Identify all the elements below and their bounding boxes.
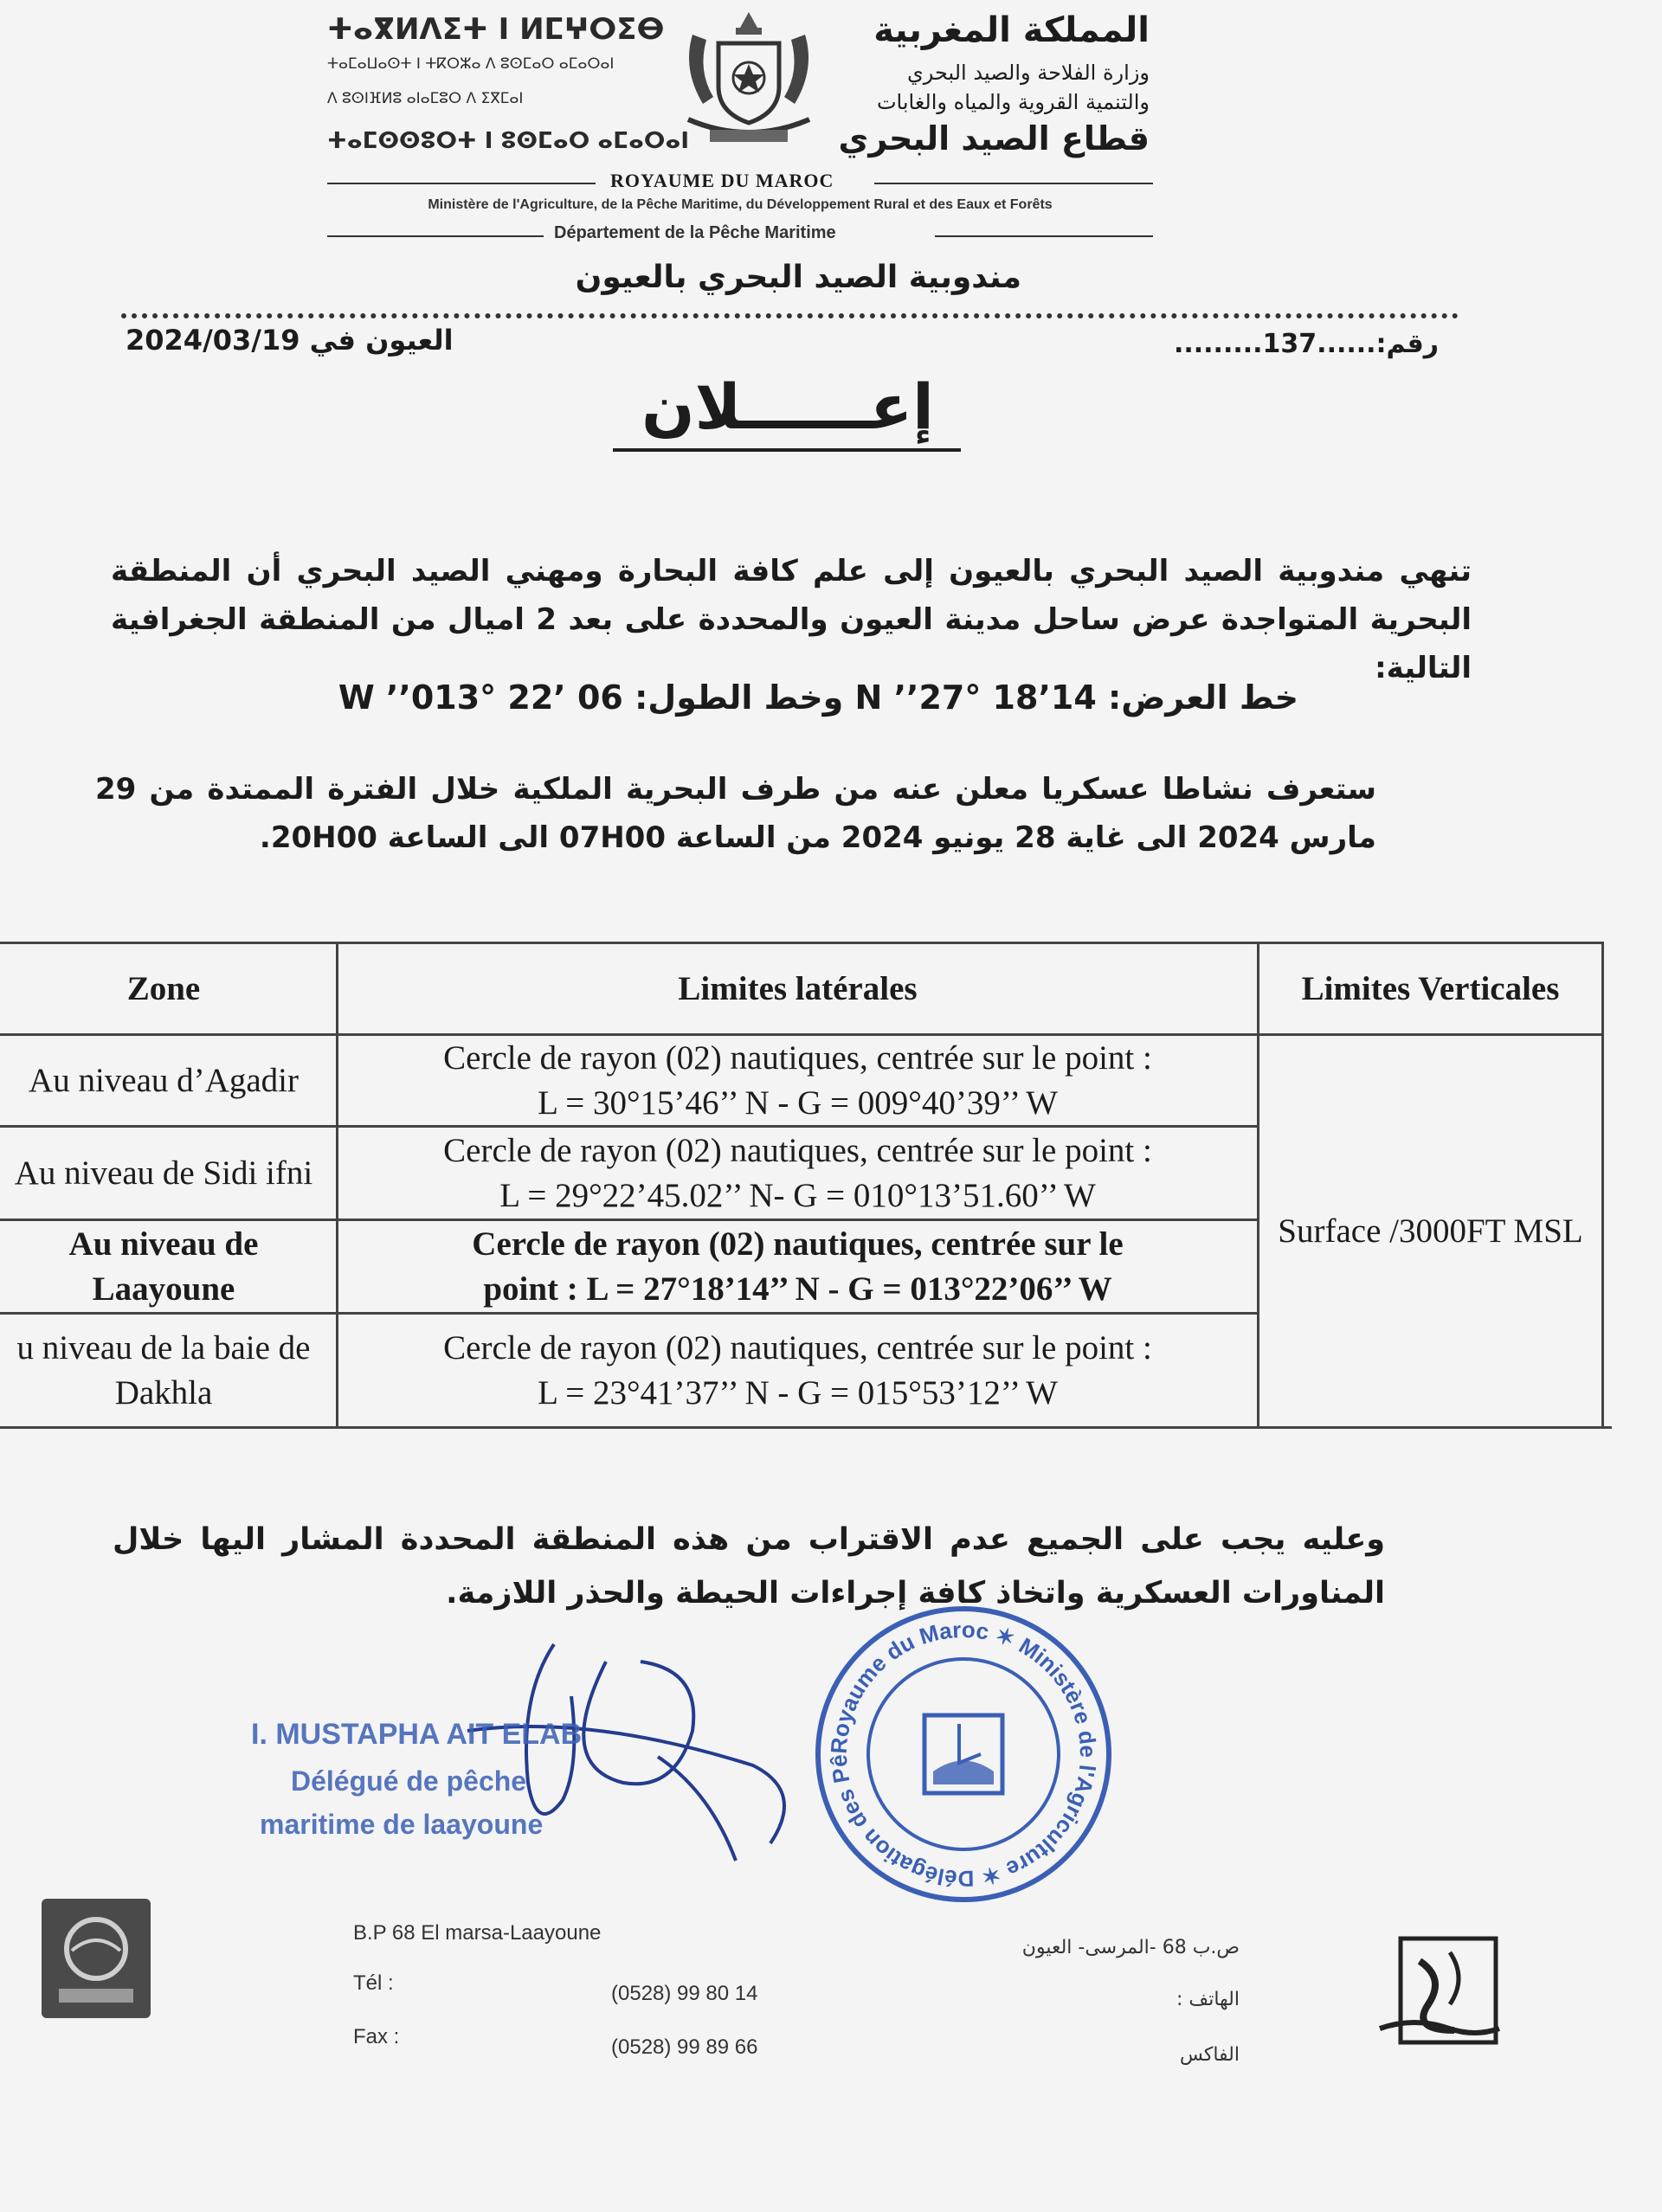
closing-paragraph: وعليه يجب على الجميع عدم الاقتراب من هذه المنطقة المحددة المشار اليها خلال المناورات العسكرية واتخاذ كافة إجراءات الحيطة والحذر اللازمة. [113,1522,1385,1611]
zone-dakhla: u niveau de la baie de Dakhla [16,1328,311,1411]
tifinagh-ministry-line1: ⵜⴰⵎⴰⵡⴰⵙⵜ ⵏ ⵜⴽⵔⵣⴰ ⴷ ⵓⵙⵎⴰⵔ ⴰⵎⴰⵔⴰⵏ [327,55,615,73]
footer-address-fr: B.P 68 El marsa-Laayoune [353,1921,602,1945]
official-stamp-icon [812,1603,1115,1906]
header-zone: Zone [126,970,201,1007]
zones-table [0,942,1620,1431]
vertical-limits-value: Surface /3000FT MSL [1278,1212,1583,1250]
footer-tel-label-ar: الهاتف : [1176,1989,1240,2010]
coat-of-arms-icon [675,9,822,147]
delegation-name: مندوبية الصيد البحري بالعيون [575,260,1021,295]
ministere-text: Ministère de l'Agriculture, de la Pêche Maritime, du Développement Rural et des Eaux et Forêts [428,197,1053,212]
header-vertical-limits: Limites Verticales [1301,970,1560,1007]
footer-tel: (0528) 99 80 14 [611,1982,758,2005]
dept-rule-left [327,235,544,237]
header-rule-left [327,183,596,184]
title-underline [613,448,961,452]
footer-fax-label: Fax : [353,2025,400,2048]
announcement-title: إعــــــلان [641,370,934,443]
dept-rule-right [935,235,1153,237]
tifinagh-kingdom: ⵜⴰⴳⵍⴷⵉⵜ ⵏ ⵍⵎⵖⵔⵉⴱ [327,12,665,47]
royaume-du-maroc: ROYAUME DU MAROC [610,170,834,191]
signatory-role-line1: Délégué de pêche [291,1765,527,1797]
halieutis-logo-icon [42,1899,151,2018]
header-rule-right [874,183,1153,184]
arabic-kingdom: المملكة المغربية [873,10,1150,50]
limits-dakhla: Cercle de rayon (02) nautiques, centrée sur le point : L = 23°41’37’’ N - G = 015°53’12’’ W [443,1328,1152,1411]
footer-tel-label: Tél : [353,1971,394,1995]
limits-sidi-ifni: Cercle de rayon (02) nautiques, centrée sur le point : L = 29°22’45.02’’ N- G = 010°13’51.60’’ W [443,1131,1152,1214]
footer-fax-label-ar: الفاكس [1179,2044,1240,2066]
header-lateral-limits: Limites latérales [678,970,918,1007]
coordinates-line: خط العرض: N ’’27° 18’14 وخط الطول: W ’’013° 22’ 06 [338,678,1298,717]
zone-laayoune: Au niveau de Laayoune [68,1225,259,1308]
zone-sidi-ifni: Au niveau de Sidi ifni [14,1154,313,1192]
footer-fax: (0528) 99 89 66 [611,2035,758,2059]
footer-address-ar: ص.ب 68 -المرسى- العيون [1021,1937,1240,1958]
period-paragraph: ستعرف نشاطا عسكريا معلن عنه من طرف البحرية الملكية خلال الفترة الممتدة من 29 مارس 2024 الى غاية 28 يونيو 2024 من الساعة 07H00 الى الساعة 20H00. [95,772,1376,855]
dotted-separator [121,313,1459,318]
tifinagh-ministry-line2: ⴷ ⵓⵙⵏⴼⵍⵓ ⴰⵏⴰⵎⵓⵔ ⴷ ⵉⴳⵎⴰⵏ [327,90,524,107]
limits-agadir: Cercle de rayon (02) nautiques, centrée sur le point : L = 30°15’46’’ N - G = 009°40’39’’ W [443,1038,1152,1122]
tifinagh-department: ⵜⴰⵎⵙⵙⵓⵔⵜ ⵏ ⵓⵙⵎⴰⵔ ⴰⵎⴰⵔⴰⵏ [327,128,690,154]
reference-number: رقم:......137......... [1173,329,1439,359]
handwritten-signature-icon [416,1627,848,1887]
arabic-ministry-line2: والتنمية القروية والمياه والغابات [876,90,1150,114]
stamp-ring-text: Royaume du Maroc ✶ Ministère de l'Agriculture ✶ Délégation des Pê [825,1616,1102,1893]
zone-agadir: Au niveau d’Agadir [29,1061,299,1099]
date-line: العيون في 2024/03/19 [126,324,454,357]
fishing-department-logo-icon [1376,1935,1503,2049]
arabic-ministry-line1: وزارة الفلاحة والصيد البحري [906,61,1150,85]
intro-paragraph: تنهي مندوبية الصيد البحري بالعيون إلى علم كافة البحارة ومهني الصيد البحري أن المنطقة البحرية المتواجدة عرض ساحل مدينة العيون والمحددة على بعد 2 اميال من المنطقة الجغرافية التالية: [111,554,1472,685]
signatory-name: I. MUSTAPHA AIT ELAB [251,1718,583,1751]
limits-laayoune: Cercle de rayon (02) nautiques, centrée sur le point : L = 27°18’14’’ N - G = 013°22’06’’ W [472,1225,1124,1308]
arabic-department: قطاع الصيد البحري [838,119,1150,158]
departement-text: Département de la Pêche Maritime [554,223,836,242]
signatory-role-line2: maritime de laayoune [260,1809,544,1840]
